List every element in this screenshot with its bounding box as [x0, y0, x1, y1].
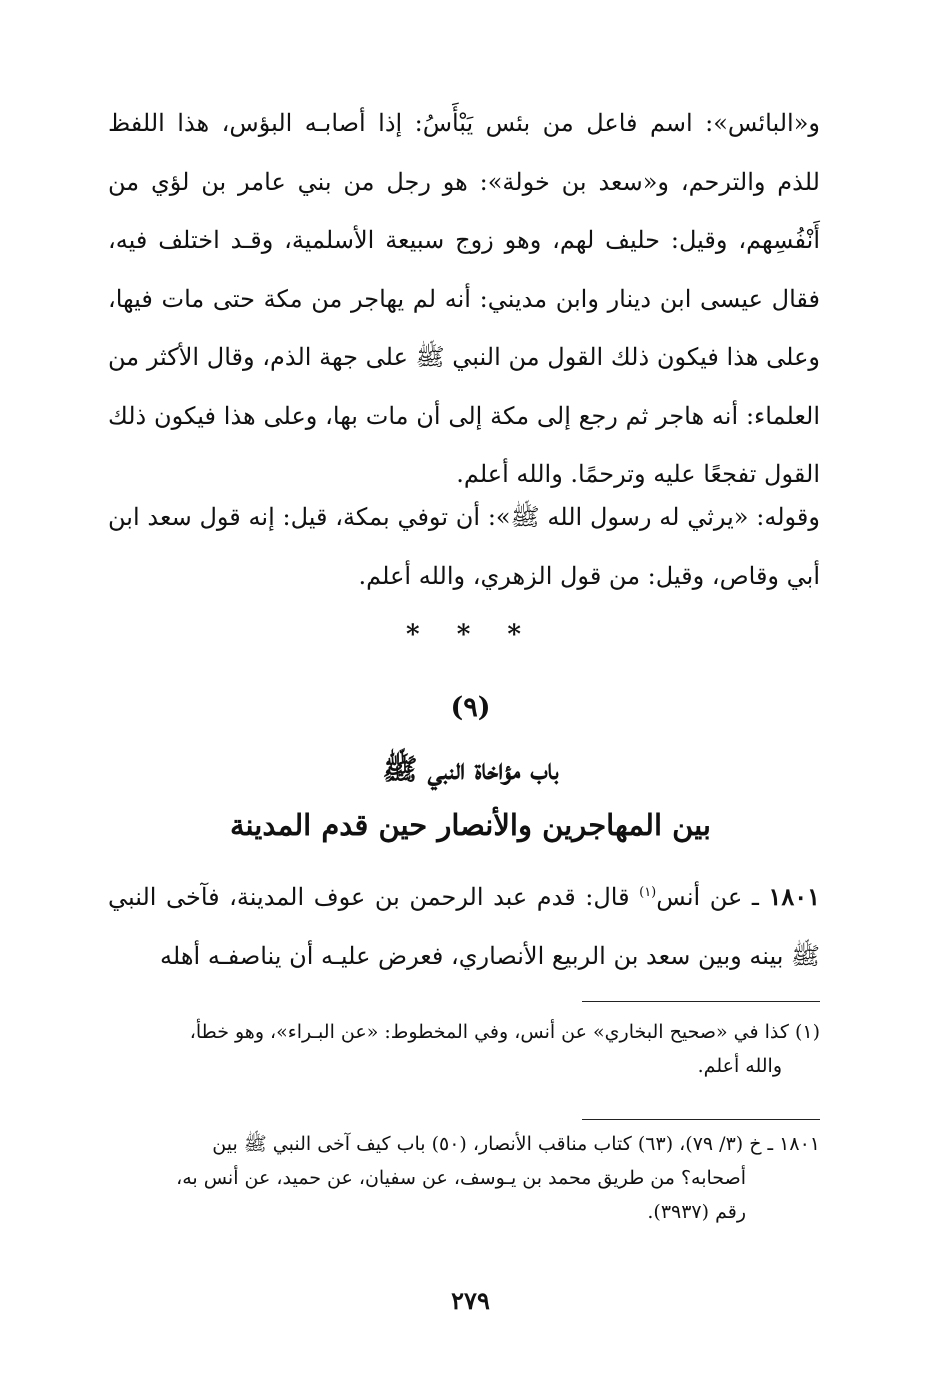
- source-divider: [582, 1119, 820, 1120]
- commentary-paragraph: و«البائس»: اسم فاعل من بئس يَبْأَسُ: إذا أصابـه البؤس، هذا اللفظ للذم والترحم، و«سعد بن خولة»: هو رجل من بني عامر بن لؤي من أَنْفُسِهم، وقيل: حليف لهم، وهو زوج سبيعة الأسلمية، وقـد اختلف فيه، فقال عيسى ابن دينار وابن مديني: أنه لم يهاجر من مكة حتى مات فيها، وعلى هذا فيكون ذلك القول من النبي ﷺ على جهة الذم، وقال الأكثر من العلماء: أنه هاجر ثم رجع إلى مكة إلى أن مات بها، وعلى هذا فيكون ذلك القول تفجعًا عليه وترحمًا. والله أعلم.: [108, 109, 820, 488]
- hadith-number: ١٨٠١: [768, 882, 821, 911]
- footnote-divider: [582, 1001, 820, 1002]
- footnote: [108, 1015, 820, 1083]
- page-number: ٢٧٩: [451, 1286, 490, 1315]
- source-note-line: ١٨٠١ ـ خ (٣/ ٧٩)، (٦٣) كتاب مناقب الأنصار، (٥٠) باب كيف آخى النبي ﷺ بين: [212, 1133, 820, 1155]
- hadith-lead-text: ـ عن أنس: [656, 883, 769, 911]
- chapter-title-line: باب مؤاخاة النبي ﷺ: [382, 752, 559, 786]
- hadith-paragraph: [108, 868, 820, 985]
- source-note-line: أصحابه؟ من طريق محمد بن يـوسف، عن سفيان، عن حميد، عن أنس به،: [176, 1167, 746, 1189]
- hadith-text: قال: قدم عبد الرحمن بن عوف المدينة، فآخى النبي ﷺ بينه وبين سعد بن الربيع الأنصاري، فعرض عليـه أن يناصفـه أهله: [108, 883, 820, 970]
- source-note: [108, 1127, 820, 1229]
- chapter-number: (٩): [450, 692, 491, 723]
- footnote-line: والله أعلم.: [697, 1055, 782, 1077]
- source-note-line: رقم (٣٩٣٧).: [647, 1201, 746, 1223]
- footnote-reference[interactable]: (١): [639, 885, 657, 900]
- chapter-title-line: بين المهاجرين والأنصار حين قدم المدينة: [229, 808, 712, 842]
- commentary-paragraph: وقوله: «يرثي له رسول الله ﷺ»: أن توفي بمكة، قيل: إنه قول سعد ابن أبي وقاص، وقيل: من قول الزهري، والله أعلم.: [108, 503, 820, 590]
- footnote-line: (١) كذا في «صحيح البخاري» عن أنس، وفي المخطوط: «عن البـراء»، وهو خطأ،: [189, 1021, 820, 1043]
- section-separator: * * *: [406, 620, 535, 650]
